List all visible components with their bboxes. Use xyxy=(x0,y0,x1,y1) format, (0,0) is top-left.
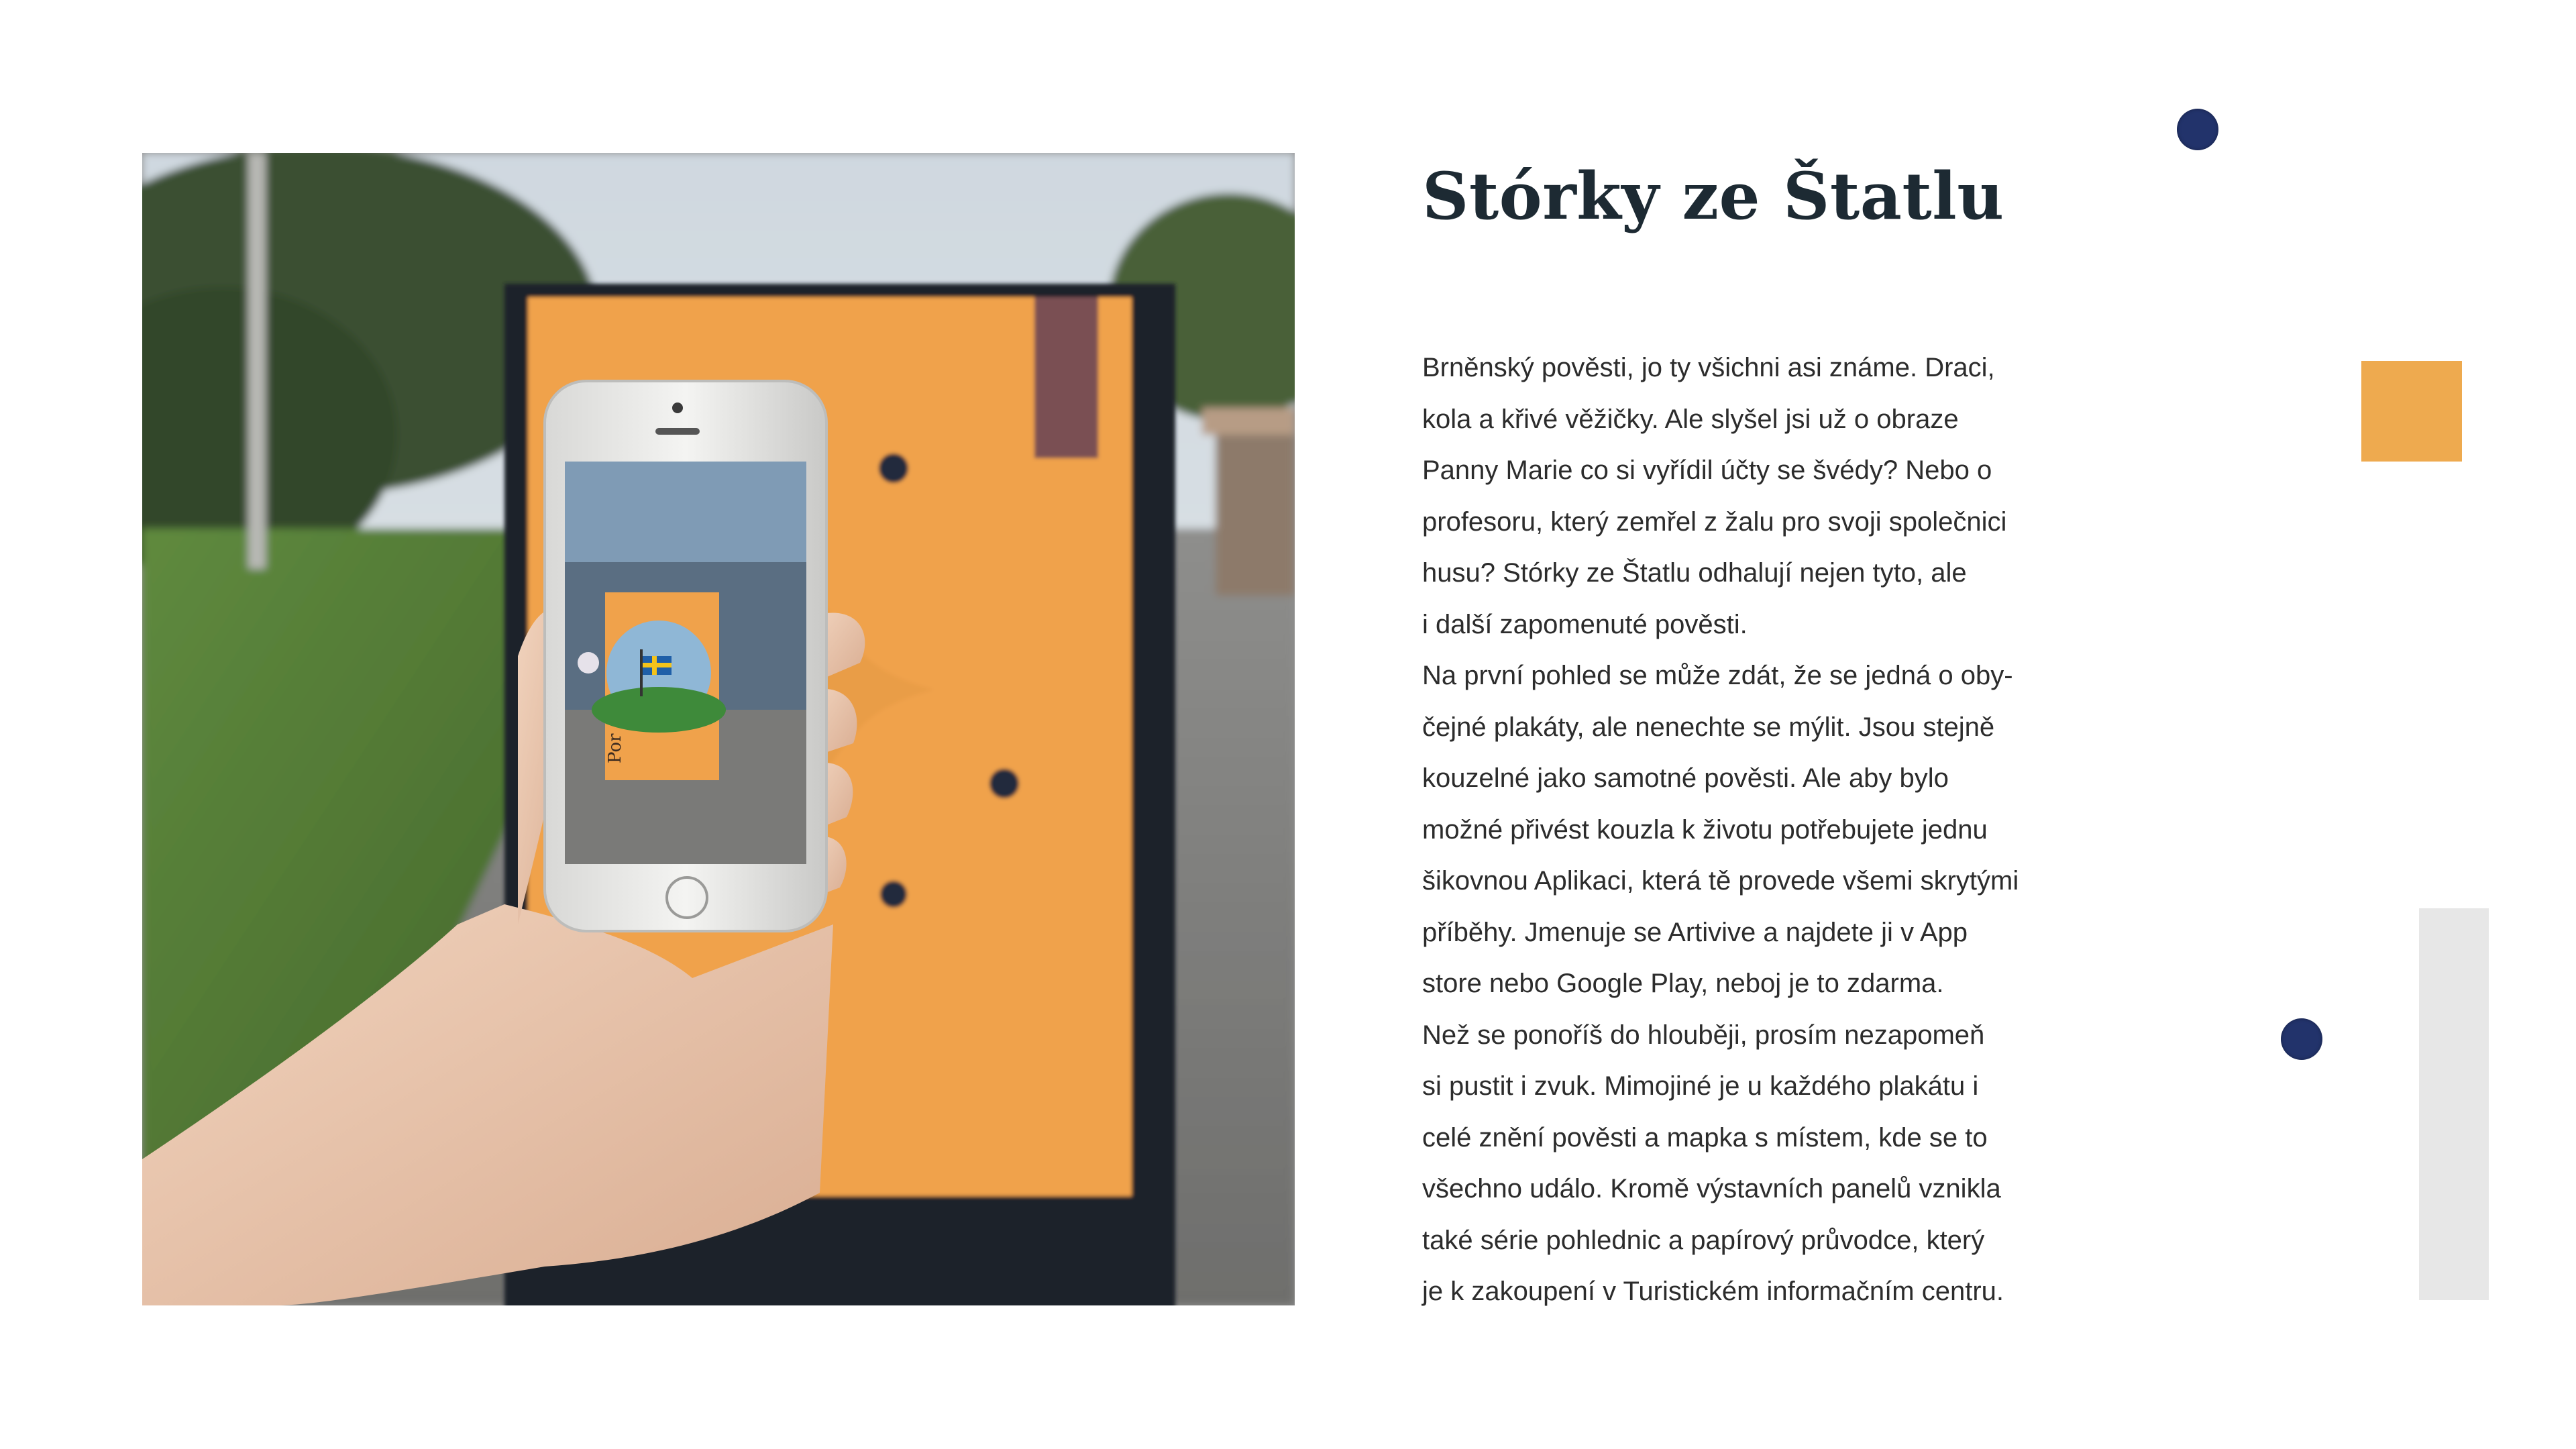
decor-square-orange xyxy=(2361,361,2462,462)
body-line: příběhy. Jmenuje se Artivive a najdete ji v App xyxy=(1422,917,1968,947)
body-line: všechno událo. Kromě výstavních panelů vznikla xyxy=(1422,1174,2001,1203)
body-line: šikovnou Aplikaci, která tě provede všemi skrytými xyxy=(1422,866,2019,896)
decor-bar-grey xyxy=(2419,908,2489,1300)
body-line: celé znění pověsti a mapka s místem, kde se to xyxy=(1422,1122,1988,1152)
body-line: Na první pohled se může zdát, že se jedná o oby- xyxy=(1422,661,2013,690)
smartphone xyxy=(545,381,826,931)
body-line: je k zakoupení v Turistickém informačním centru. xyxy=(1422,1277,2004,1306)
body-line: Než se ponoříš do hlouběji, prosím nezapomeň xyxy=(1422,1020,1985,1050)
body-line: store nebo Google Play, neboj je to zdarma. xyxy=(1422,969,1944,998)
body-line: možné přivést kouzla k životu potřebujete jednu xyxy=(1422,814,1988,845)
body-line: Brněnský pověsti, jo ty všichni asi známe. Draci, xyxy=(1422,353,1995,382)
body-line: Panny Marie co si vyřídil účty se švédy? Nebo o xyxy=(1422,455,1992,485)
hero-photo xyxy=(142,153,1295,1305)
body-line: kouzelné jako samotné pověsti. Ale aby bylo xyxy=(1422,763,1949,793)
page-title: Stórky ze Štatlu xyxy=(1422,158,2004,234)
body-line: profesoru, který zemřel z žalu pro svoji společnici xyxy=(1422,506,2007,537)
decor-dot-navy-top xyxy=(2177,109,2218,150)
phone-poster-text: Por xyxy=(605,733,625,763)
body-line: i další zapomenuté pověsti. xyxy=(1422,609,1748,639)
body-line: také série pohlednic a papírový průvodce, který xyxy=(1422,1225,1985,1255)
body-line: kola a křivé věžičky. Ale slyšel jsi už o obraze xyxy=(1422,404,1959,434)
body-text xyxy=(1422,342,2066,1318)
decor-dot-navy-bottom xyxy=(2281,1018,2322,1060)
body-line: si pustit i zvuk. Mimojiné je u každého plakátu i xyxy=(1422,1071,1979,1101)
body-line: čejné plakáty, ale nenechte se mýlit. Jsou stejně xyxy=(1422,712,1995,742)
body-line: husu? Stórky ze Štatlu odhalují nejen tyto, ale xyxy=(1422,558,1967,588)
